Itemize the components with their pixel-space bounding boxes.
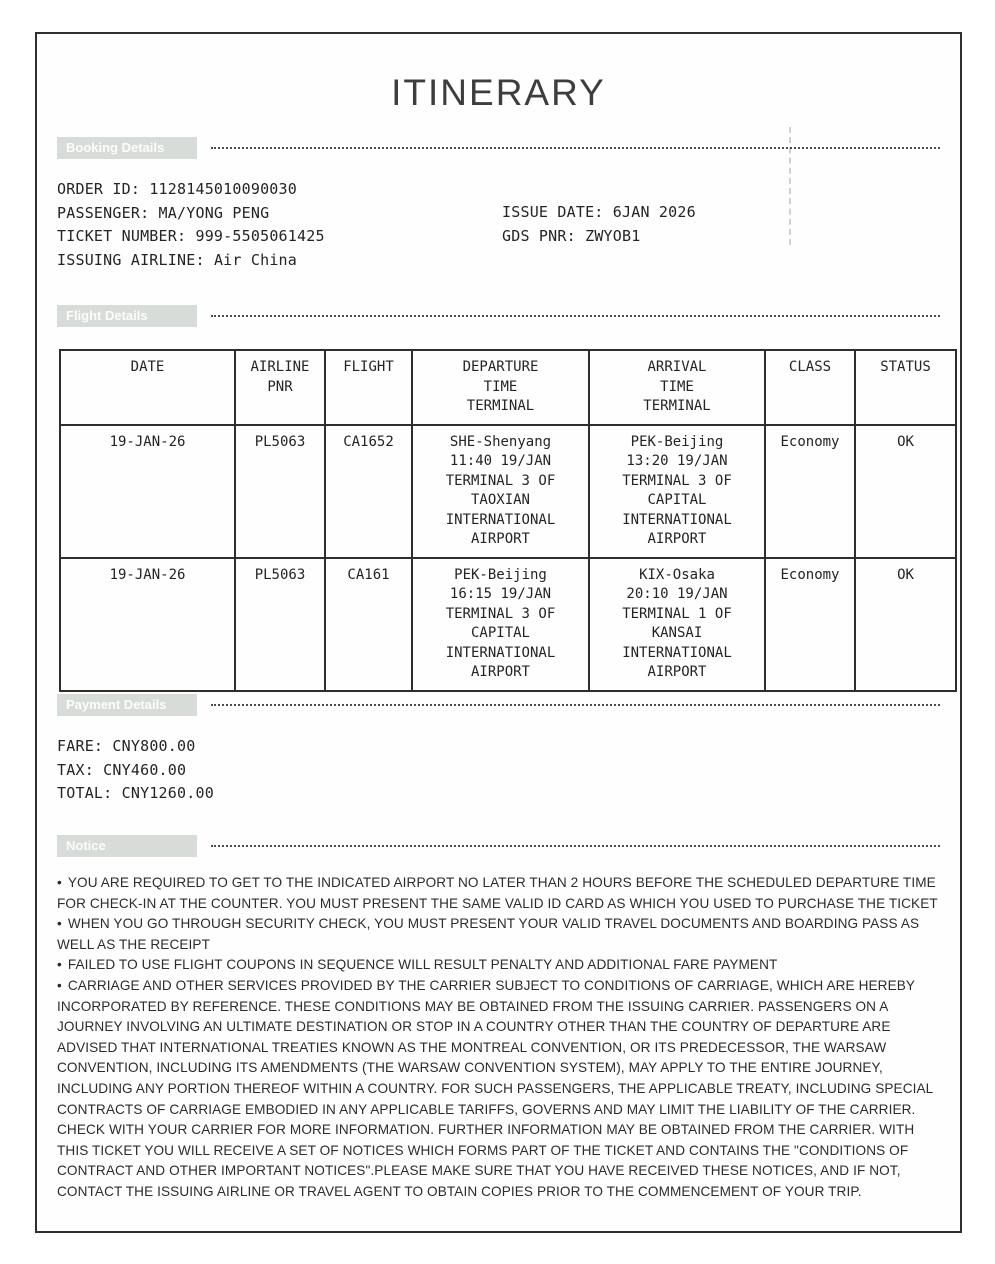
tax-value: CNY460.00 bbox=[103, 760, 187, 779]
flight-table bbox=[59, 349, 957, 692]
fare-line bbox=[57, 735, 214, 759]
flight-1-class: Economy bbox=[765, 425, 855, 558]
notice-item-4: • CARRIAGE AND OTHER SERVICES PROVIDED BY THE CARRIER SUBJECT TO CONDITIONS OF CARRIAGE, WHICH ARE HEREBY INCORPORATED BY REFERENCE. THESE CONDITIONS MAY BE OBTAINED FROM THE ISSUING CARRIER. PASSENGERS ON A JOURNEY INVOLVING AN ULTIMATE DESTINATION OR STOP IN A COUNTRY OTHER THAN THE COUNTRY OF DEPARTURE ARE ADVISED THAT INTERNATIONAL TREATIES KNOWN AS THE MONTREAL CONVENTION, OR ITS PREDECESSOR, THE WARSAW CONVENTION, INCLUDING ITS AMENDMENTS (THE WARSAW CONVENTION SYSTEM), MAY APPLY TO THE ENTIRE JOURNEY, INCLUDING ANY PORTION THEREOF WITHIN A COUNTRY. FOR SUCH PASSENGERS, THE APPLICABLE TREATY, INCLUDING SPECIAL CONTRACTS OF CARRIAGE EMBODIED IN ANY APPLICABLE TARIFFS, GOVERNS AND MAY LIMIT THE LIABILITY OF THE CARRIER. CHECK WITH YOUR CARRIER FOR MORE INFORMATION. FURTHER INFORMATION MAY BE OBTAINED FROM THE CARRIER. WITH THIS TICKET YOU WILL RECEIVE A SET OF NOTICES WHICH FORMS PART OF THE TICKET AND CONTAINS THE "CONDITIONS OF CONTRACT AND OTHER IMPORTANT NOTICES".PLEASE MAKE SURE THAT YOU HAVE RECEIVED THESE NOTICES, AND IF NOT, CONTACT THE ISSUING AIRLINE OR TRAVEL AGENT TO OBTAIN COPIES PRIOR TO THE COMMENCEMENT OF YOUR TRIP. bbox=[57, 977, 933, 1199]
gds-pnr-label: GDS PNR: bbox=[502, 226, 576, 245]
flight-2-class: Economy bbox=[765, 558, 855, 691]
issue-date-value: 6JAN 2026 bbox=[612, 203, 696, 221]
flight-2-departure: PEK-Beijing 16:15 19/JAN TERMINAL 3 OF CAPITAL INTERNATIONAL AIRPORT bbox=[412, 558, 589, 691]
gds-pnr-line bbox=[502, 225, 696, 249]
booking-fields-left bbox=[57, 178, 325, 272]
flight-2-arrival: KIX-Osaka 20:10 19/JAN TERMINAL 1 OF KANSAI INTERNATIONAL AIRPORT bbox=[589, 558, 765, 691]
notice-item-2: • WHEN YOU GO THROUGH SECURITY CHECK, YOU MUST PRESENT YOUR VALID TRAVEL DOCUMENTS AND BOARDING PASS AS WELL AS THE RECEIPT bbox=[57, 916, 920, 952]
bullet-icon: • bbox=[57, 977, 62, 993]
flight-1-departure: SHE-Shenyang 11:40 19/JAN TERMINAL 3 OF TAOXIAN INTERNATIONAL AIRPORT bbox=[412, 425, 589, 558]
flight-2-status: OK bbox=[855, 558, 956, 691]
tax-label: TAX: bbox=[57, 760, 94, 779]
issuing-airline-value: Air China bbox=[213, 250, 298, 269]
issuing-airline-line bbox=[57, 249, 325, 273]
flight-2-flight-number: CA161 bbox=[325, 558, 412, 691]
notice-dotted-rule bbox=[211, 845, 940, 847]
total-label: TOTAL: bbox=[57, 784, 113, 802]
flight-section-header bbox=[57, 305, 940, 327]
issue-date-line bbox=[502, 201, 696, 225]
booking-section-header bbox=[57, 137, 940, 159]
notice-body bbox=[57, 873, 945, 1203]
ticket-number-line bbox=[57, 225, 325, 249]
issue-date-label: ISSUE DATE: bbox=[502, 203, 604, 221]
ticket-number-label: TICKET NUMBER: bbox=[57, 227, 187, 245]
passenger-line bbox=[57, 202, 325, 226]
ticket-number-value: 999-5505061425 bbox=[195, 227, 325, 245]
bullet-icon: • bbox=[57, 957, 62, 973]
booking-section-label: Booking Details bbox=[57, 137, 197, 159]
fare-value: CNY800.00 bbox=[112, 737, 196, 755]
flight-row-2 bbox=[60, 558, 956, 691]
flight-1-flight-number: CA1652 bbox=[325, 425, 412, 558]
payment-fields bbox=[57, 735, 214, 806]
col-header-class: CLASS bbox=[765, 350, 855, 425]
notice-section-label: Notice bbox=[57, 835, 197, 857]
gds-pnr-value: ZWYOB1 bbox=[585, 226, 641, 245]
passenger-value: MA/YONG PENG bbox=[158, 203, 270, 222]
order-id-line bbox=[57, 178, 325, 202]
total-line bbox=[57, 782, 214, 806]
bullet-icon: • bbox=[57, 916, 62, 932]
order-id-value: 1128145010090030 bbox=[149, 180, 298, 198]
page-title: ITINERARY bbox=[391, 72, 606, 113]
flight-table-header-row bbox=[60, 350, 956, 425]
booking-fields-right bbox=[502, 201, 696, 248]
notice-item-3: • FAILED TO USE FLIGHT COUPONS IN SEQUENCE WILL RESULT PENALTY AND ADDITIONAL FARE PAYMENT bbox=[57, 957, 778, 973]
flight-1-airline-pnr: PL5063 bbox=[235, 425, 325, 558]
order-id-label: ORDER ID: bbox=[57, 180, 141, 198]
col-header-date: DATE bbox=[60, 350, 235, 425]
flight-1-arrival: PEK-Beijing 13:20 19/JAN TERMINAL 3 OF CAPITAL INTERNATIONAL AIRPORT bbox=[589, 425, 765, 558]
flight-dotted-rule bbox=[211, 315, 940, 317]
flight-section-label: Flight Details bbox=[57, 305, 197, 327]
flight-2-date: 19-JAN-26 bbox=[60, 558, 235, 691]
col-header-status: STATUS bbox=[855, 350, 956, 425]
flight-1-status: OK bbox=[855, 425, 956, 558]
booking-dotted-rule bbox=[211, 147, 940, 149]
payment-dotted-rule bbox=[211, 704, 940, 706]
col-header-flight: FLIGHT bbox=[325, 350, 412, 425]
notice-section-header bbox=[57, 835, 940, 857]
col-header-airline-pnr: AIRLINE PNR bbox=[235, 350, 325, 425]
flight-row-1 bbox=[60, 425, 956, 558]
col-header-departure: DEPARTURE TIME TERMINAL bbox=[412, 350, 589, 425]
issuing-airline-label: ISSUING AIRLINE: bbox=[57, 250, 205, 269]
passenger-label: PASSENGER: bbox=[57, 203, 150, 222]
tax-line bbox=[57, 759, 214, 783]
flight-2-airline-pnr: PL5063 bbox=[235, 558, 325, 691]
fare-label: FARE: bbox=[57, 737, 104, 755]
col-header-arrival: ARRIVAL TIME TERMINAL bbox=[589, 350, 765, 425]
total-value: CNY1260.00 bbox=[121, 784, 214, 802]
bullet-icon: • bbox=[57, 875, 62, 890]
itinerary-document-page bbox=[35, 32, 962, 1233]
payment-section-header bbox=[57, 694, 940, 716]
payment-section-label: Payment Details bbox=[57, 694, 197, 716]
notice-item-1: • YOU ARE REQUIRED TO GET TO THE INDICATED AIRPORT NO LATER THAN 2 HOURS BEFORE THE SCHEDULED DEPARTURE TIME FOR CHECK-IN AT THE COUNTER. YOU MUST PRESENT THE SAME VALID ID CARD AS WHICH YOU USED TO PURCHASE THE TICKET bbox=[57, 875, 938, 911]
flight-1-date: 19-JAN-26 bbox=[60, 425, 235, 558]
